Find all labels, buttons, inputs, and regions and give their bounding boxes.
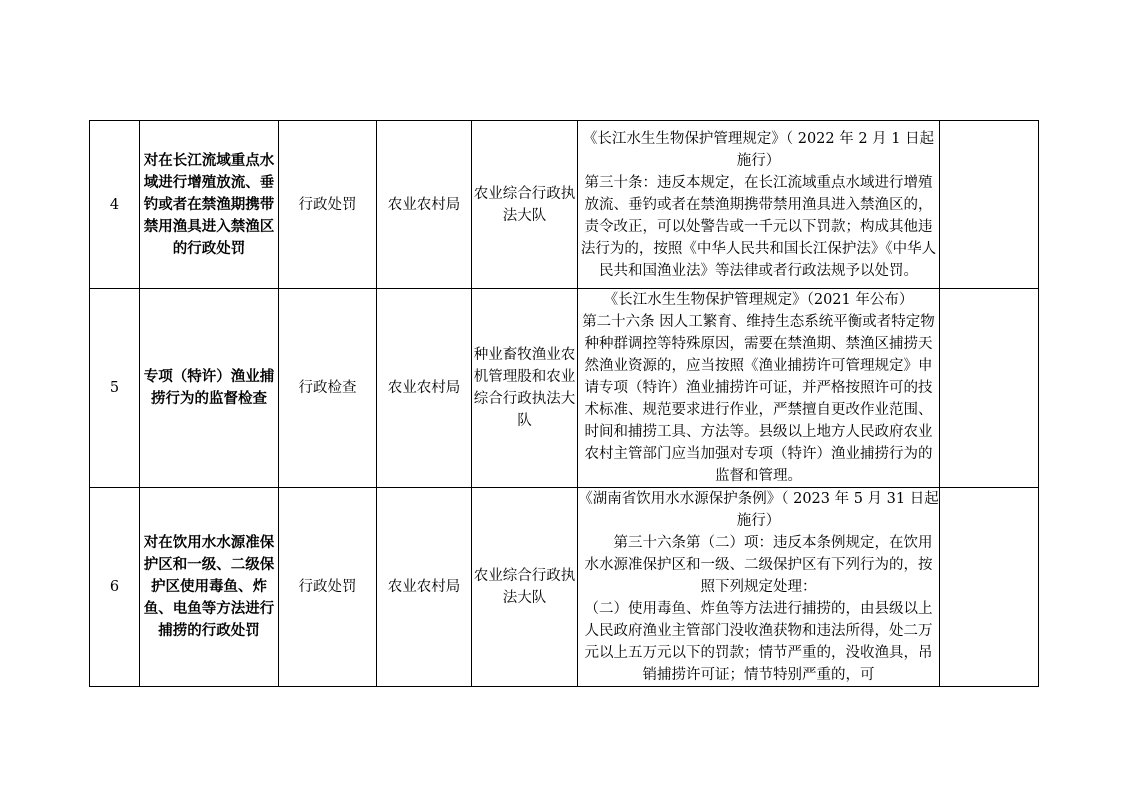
row-number: 5: [90, 289, 140, 488]
item-type: 行政检查: [279, 289, 377, 488]
basis-source: 《长江水生生物保护管理规定》（ 2022 年 2 月 1 日起施行）: [582, 130, 935, 169]
table-row: [90, 289, 1039, 488]
legal-basis: [578, 121, 940, 289]
executing-unit: 农业综合行政执法大队: [472, 121, 578, 289]
basis-source: 《湖南省饮用水水源保护条例》（ 2023 年 5 月 31 日起施行）: [578, 491, 939, 529]
basis-clause: （二）使用毒鱼、炸鱼等方法进行捕捞的，由县级以上人民政府渔业主管部门没收渔获物和违法所得，处二万元以上五万元以下的罚款；情节严重的，没收渔具，吊销捕捞许可证；情节特别严重的，可: [584, 601, 933, 683]
responsible-department: 农业农村局: [377, 488, 472, 687]
legal-basis: [578, 488, 940, 687]
item-name: 对在饮用水水源准保护区和一级、二级保护区使用毒鱼、炸鱼、电鱼等方法进行捕捞的行政处罚: [140, 488, 279, 687]
executing-unit: 种业畜牧渔业农机管理股和农业综合行政执法大队: [472, 289, 578, 488]
remarks: [940, 121, 1039, 289]
row-number: 6: [90, 488, 140, 687]
item-type: 行政处罚: [279, 121, 377, 289]
legal-basis: [578, 289, 940, 488]
basis-article: 第三十条：违反本规定，在长江流域重点水域进行增殖放流、垂钓或者在禁渔期携带禁用渔具进入禁渔区的，责令改正，可以处警告或一千元以下罚款；构成其他违法行为的，按照《中华人民共和国长江保护法》《中华人民共和国渔业法》等法律或者行政法规予以处罚。: [580, 174, 937, 279]
remarks: [940, 289, 1039, 488]
row-number: 4: [90, 121, 140, 289]
item-name: 对在长江流域重点水域进行增殖放流、垂钓或者在禁渔期携带禁用渔具进入禁渔区的行政处罚: [140, 121, 279, 289]
remarks: [940, 488, 1039, 687]
table-row: [90, 121, 1039, 289]
responsible-department: 农业农村局: [377, 289, 472, 488]
table-row: [90, 488, 1039, 687]
executing-unit: 农业综合行政执法大队: [472, 488, 578, 687]
basis-article: 第三十六条第（二）项：违反本条例规定，在饮用水水源准保护区和一级、二级保护区有下列行为的，按照下列规定处理：: [584, 535, 933, 595]
responsible-department: 农业农村局: [377, 121, 472, 289]
regulation-table: [89, 120, 1039, 687]
basis-source: 《长江水生生物保护管理规定》（2021 年公布）: [603, 292, 914, 308]
item-type: 行政处罚: [279, 488, 377, 687]
basis-article: 第二十六条 因人工繁育、维持生态系统平衡或者特定物种种群调控等特殊原因，需要在禁渔期、禁渔区捕捞天然渔业资源的，应当按照《渔业捕捞许可管理规定》申请专项（特许）渔业捕捞许可证，并严格按照许可的技术标准、规范要求进行作业，严禁擅自更改作业范围、时间和捕捞工具、方法等。县级以上地方人民政府农业农村主管部门应当加强对专项（特许）渔业捕捞行为的监督和管理。: [582, 314, 935, 484]
item-name: 专项（特许）渔业捕捞行为的监督检查: [140, 289, 279, 488]
